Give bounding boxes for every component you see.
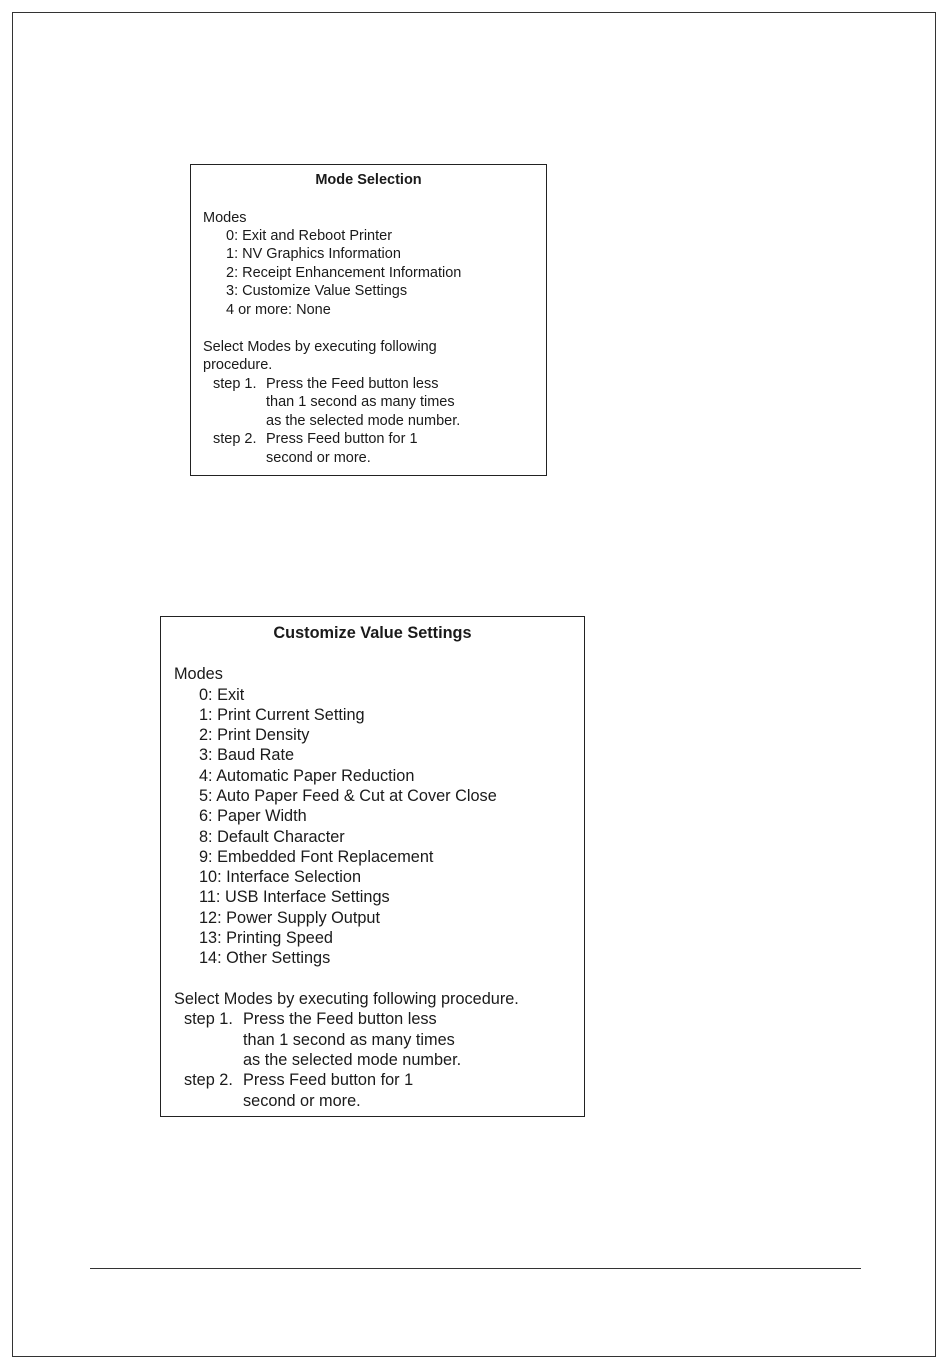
modes-heading: Modes [203,210,247,226]
step-text: Press the Feed button less [243,1010,437,1028]
mode-item: 14: Other Settings [199,949,331,967]
mode-item: 1: Print Current Setting [199,706,365,724]
step-text: second or more. [266,450,371,466]
modes-heading: Modes [174,665,223,683]
step-text: as the selected mode number. [243,1051,462,1069]
footer-rule [90,1268,861,1269]
mode-item: 4 or more: None [226,302,331,318]
mode-item: 0: Exit and Reboot Printer [226,228,393,244]
mode-item: 0: Exit [199,686,245,704]
mode-item: 8: Default Character [199,828,345,846]
procedure-intro: procedure. [203,357,273,373]
mode-item: 4: Automatic Paper Reduction [199,767,415,785]
mode-item: 11: USB Interface Settings [199,888,390,906]
mode-item: 9: Embedded Font Replacement [199,848,434,866]
mode-item: 5: Auto Paper Feed & Cut at Cover Close [199,787,497,805]
step-text: Press the Feed button less [266,376,439,392]
mode-item: 13: Printing Speed [199,929,333,947]
step-text: Press Feed button for 1 [243,1071,414,1089]
mode-item: 12: Power Supply Output [199,909,381,927]
step-text: than 1 second as many times [243,1031,455,1049]
mode-item: 2: Receipt Enhancement Information [226,265,462,281]
mode-item: 2: Print Density [199,726,310,744]
step-text: as the selected mode number. [266,413,461,429]
step-label: step 2. [213,431,257,447]
mode-selection-title: Mode Selection [315,172,422,188]
customize-value-settings-box [160,616,585,1117]
step-label: step 1. [184,1010,233,1028]
step-text: Press Feed button for 1 [266,431,418,447]
mode-item: 3: Customize Value Settings [226,283,408,299]
procedure-intro: Select Modes by executing following procedure. [174,990,519,1008]
step-label: step 1. [213,376,257,392]
customize-value-settings-title: Customize Value Settings [273,624,472,642]
mode-item: 3: Baud Rate [199,746,295,764]
step-text: second or more. [243,1092,361,1110]
mode-item: 1: NV Graphics Information [226,246,401,262]
step-text: than 1 second as many times [266,394,455,410]
step-label: step 2. [184,1071,233,1089]
mode-item: 6: Paper Width [199,807,307,825]
mode-selection-box [190,164,547,476]
procedure-intro: Select Modes by executing following [203,339,437,355]
mode-item: 10: Interface Selection [199,868,362,886]
